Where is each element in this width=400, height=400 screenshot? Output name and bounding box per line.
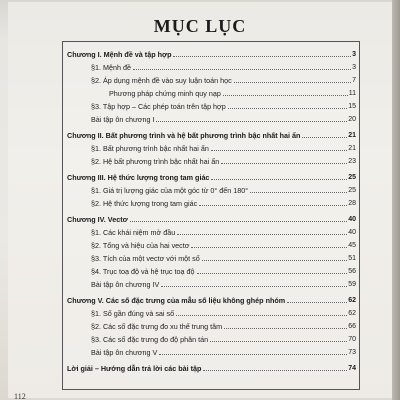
toc-entry-label: §2. Các số đặc trưng đo xu thế trung tâm	[91, 322, 223, 331]
toc-leader-dots	[211, 150, 347, 151]
toc-entry-label: §1. Giá trị lượng giác của một góc từ 0° đến 180°	[91, 186, 249, 195]
toc-entry-label: §2. Tổng và hiệu của hai vectơ	[91, 241, 190, 250]
toc-leader-dots	[173, 56, 351, 57]
toc-chapter-entry	[63, 169, 359, 182]
toc-entry-label: §2. Áp dụng mệnh đề vào suy luận toán học	[91, 76, 232, 85]
toc-section-entry	[63, 224, 359, 237]
toc-entry-page: 74	[348, 365, 356, 372]
toc-section-entry	[63, 318, 359, 331]
toc-entry-label: §4. Trục toạ độ và hệ trục toạ độ	[91, 267, 195, 276]
toc-entry-page: 45	[348, 242, 356, 249]
toc-leader-dots	[133, 69, 351, 70]
toc-section-entry	[63, 305, 359, 318]
toc-entry-page: 20	[348, 116, 356, 123]
toc-list	[63, 46, 359, 373]
toc-entry-label: §3. Các số đặc trưng đo độ phân tán	[91, 335, 209, 344]
toc-entry-page: 3	[352, 51, 356, 58]
toc-entry-label: Bài tập ôn chương IV	[91, 280, 160, 289]
toc-entry-page: 15	[348, 103, 356, 110]
toc-entry-page: 7	[352, 77, 356, 84]
toc-entry-page: 62	[348, 310, 356, 317]
toc-entry-label: §1. Các khái niệm mở đầu	[91, 228, 176, 237]
toc-entry-label: Chương I. Mệnh đề và tập hợp	[67, 50, 172, 59]
toc-section-entry	[63, 153, 359, 166]
toc-entry-page: 51	[348, 255, 356, 262]
toc-chapter-entry	[63, 46, 359, 59]
toc-entry-page: 25	[348, 174, 356, 181]
toc-section-entry	[63, 344, 359, 357]
toc-entry-page: 25	[348, 187, 356, 194]
toc-entry-page: 3	[352, 64, 356, 71]
toc-leader-dots	[197, 273, 348, 274]
toc-leader-dots	[221, 163, 347, 164]
toc-section-entry	[63, 195, 359, 208]
toc-entry-label: Bài tập ôn chương V	[91, 348, 158, 357]
toc-leader-dots	[202, 260, 347, 261]
toc-entry-page: 28	[348, 200, 356, 207]
book-page	[8, 2, 392, 398]
toc-leader-dots	[161, 286, 347, 287]
toc-entry-label: §2. Hệ bất phương trình bậc nhất hai ẩn	[91, 157, 220, 166]
toc-section-entry	[63, 237, 359, 250]
toc-entry-page: 66	[348, 323, 356, 330]
toc-entry-label: §1. Mệnh đề	[91, 63, 131, 72]
toc-leader-dots	[156, 121, 347, 122]
toc-entry-page: 59	[348, 281, 356, 288]
book-spine-shadow	[392, 0, 400, 400]
page-title: MỤC LỤC	[153, 16, 247, 36]
toc-entry-label: Lời giải – Hướng dẫn trả lời các bài tập	[67, 364, 202, 373]
toc-leader-dots	[223, 95, 348, 96]
toc-entry-label: Chương V. Các số đặc trưng của mẫu số liệu không ghép nhóm	[67, 296, 286, 305]
toc-leader-dots	[228, 108, 347, 109]
toc-section-entry	[63, 98, 359, 111]
toc-leader-dots	[203, 370, 347, 371]
toc-entry-page: 11	[348, 90, 356, 97]
toc-entry-label: §2. Hệ thức lượng trong tam giác	[91, 199, 198, 208]
toc-entry-page: 21	[348, 145, 356, 152]
toc-section-entry	[63, 250, 359, 263]
page-number: 112	[14, 392, 26, 400]
toc-entry-label: Bài tập ôn chương I	[91, 115, 155, 124]
toc-section-entry	[63, 263, 359, 276]
toc-leader-dots	[211, 179, 347, 180]
toc-leader-dots	[199, 205, 347, 206]
toc-leader-dots	[234, 82, 351, 83]
toc-leader-dots	[159, 354, 347, 355]
toc-entry-label: §1. Bất phương trình bậc nhất hai ẩn	[91, 144, 209, 153]
toc-leader-dots	[287, 302, 347, 303]
toc-section-entry	[63, 111, 359, 124]
toc-section-entry	[63, 182, 359, 195]
toc-entry-page: 73	[348, 349, 356, 356]
toc-leader-dots	[302, 137, 347, 138]
toc-section-entry	[63, 72, 359, 85]
toc-leader-dots	[224, 328, 347, 329]
toc-entry-label: Chương IV. Vectơ	[67, 215, 128, 224]
toc-section-entry	[63, 331, 359, 344]
toc-section-entry	[63, 140, 359, 153]
toc-entry-page: 56	[348, 268, 356, 275]
toc-entry-page: 62	[348, 297, 356, 304]
toc-section-entry	[63, 85, 359, 98]
toc-entry-page: 40	[348, 229, 356, 236]
toc-entry-page: 70	[348, 336, 356, 343]
toc-section-entry	[63, 59, 359, 72]
toc-chapter-entry	[63, 292, 359, 305]
toc-entry-label: Phương pháp chứng minh quy nạp	[109, 89, 221, 98]
toc-leader-dots	[177, 234, 347, 235]
toc-leader-dots	[250, 192, 347, 193]
toc-entry-label: §3. Tích của một vectơ với một số	[91, 254, 200, 263]
toc-entry-page: 40	[348, 216, 356, 223]
toc-section-entry	[63, 276, 359, 289]
toc-chapter-entry	[63, 127, 359, 140]
toc-leader-dots	[210, 341, 347, 342]
toc-entry-label: Chương III. Hệ thức lượng trong tam giác	[67, 173, 210, 182]
toc-leader-dots	[191, 247, 347, 248]
toc-entry-label: §3. Tập hợp – Các phép toán trên tập hợp	[91, 102, 226, 111]
toc-box	[62, 41, 360, 390]
toc-leader-dots	[130, 221, 348, 222]
toc-entry-page: 21	[348, 132, 356, 139]
toc-chapter-entry	[63, 211, 359, 224]
toc-entry-label: §1. Số gần đúng và sai số	[91, 309, 175, 318]
toc-chapter-entry	[63, 360, 359, 373]
toc-entry-label: Chương II. Bất phương trình và hệ bất phương trình bậc nhất hai ẩn	[67, 131, 301, 140]
toc-entry-page: 23	[348, 158, 356, 165]
toc-leader-dots	[176, 315, 347, 316]
